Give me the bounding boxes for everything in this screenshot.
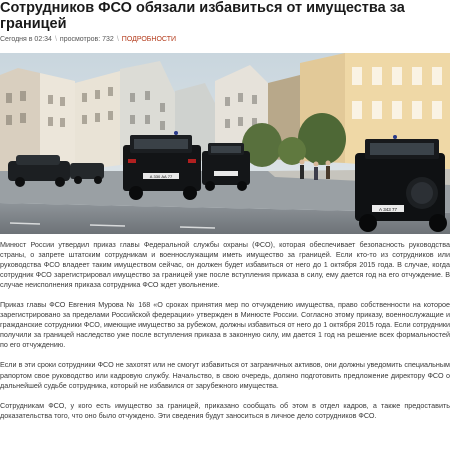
plate-right: А 343 77	[378, 207, 398, 212]
category-link[interactable]: ПОДРОБНОСТИ	[121, 36, 177, 43]
publish-date: Сегодня в 02:34	[0, 36, 52, 43]
article-paragraph: Если в эти сроки сотрудники ФСО не захотят или не смогут избавиться от заграничных активов, они должны уведомить специальным рапортом свое руководство или кадровую службу. Начальство, в свою очередь, должно подготовить предложение директору ФСО о дальнейшей судьбе сотрудника, который не избавился от зарубежного имущества.	[0, 360, 450, 390]
article-photo	[0, 53, 450, 234]
article-title: Сотрудников ФСО обязали избавиться от имущества за границей	[0, 0, 405, 32]
article-body	[0, 240, 450, 421]
article-paragraph: Минюст России утвердил приказ главы Федеральной службы охраны (ФСО), которая обеспечивает безопасность руководства страны, о запрете штатским сотрудникам и военнослужащим иметь имущество за границей. Если кто-то из сотрудников или руководства ФСО владеет таким имуществом сейчас, он должен будет избавиться от него до 1 октября 2015 года. В случае, когда сотрудник ФСО зарегистрировал имущество за границей уже после вступления приказа в силу, ему дается год на его отчуждение. В случае неисполнения приказа сотрудника ФСО ждет увольнение.	[0, 240, 450, 290]
meta-separator: \	[54, 36, 57, 43]
article-paragraph: Приказ главы ФСО Евгения Мурова № 168 «О сроках принятия мер по отчуждению имущества, право собственности на которое зарегистрировано за пределами Российской федерации» утвержден в Минюсте России. Согласно этому приказу, военнослужащие и гражданские сотрудники ФСО, имеющие имущество за рубежом, должны избавиться от него до 1 октября 2015 года. Если сотрудники получили за границей наследство уже после вступления приказа в законную силу, им дается 1 год на решение всех формальностей по его отчуждению.	[0, 300, 450, 350]
article-paragraph: Сотрудникам ФСО, у кого есть имущество за границей, приказано сообщать об этом в отдел кадров, а также предоставить доказательства того, что оно было отчуждено. Эти сведения будут заноситься в личное дело сотрудников ФСО.	[0, 400, 450, 420]
view-count: просмотров: 732	[59, 36, 114, 43]
meta-separator: \	[116, 36, 119, 43]
plate-left: А 330 АА 77	[149, 174, 173, 179]
article-meta	[0, 35, 176, 45]
